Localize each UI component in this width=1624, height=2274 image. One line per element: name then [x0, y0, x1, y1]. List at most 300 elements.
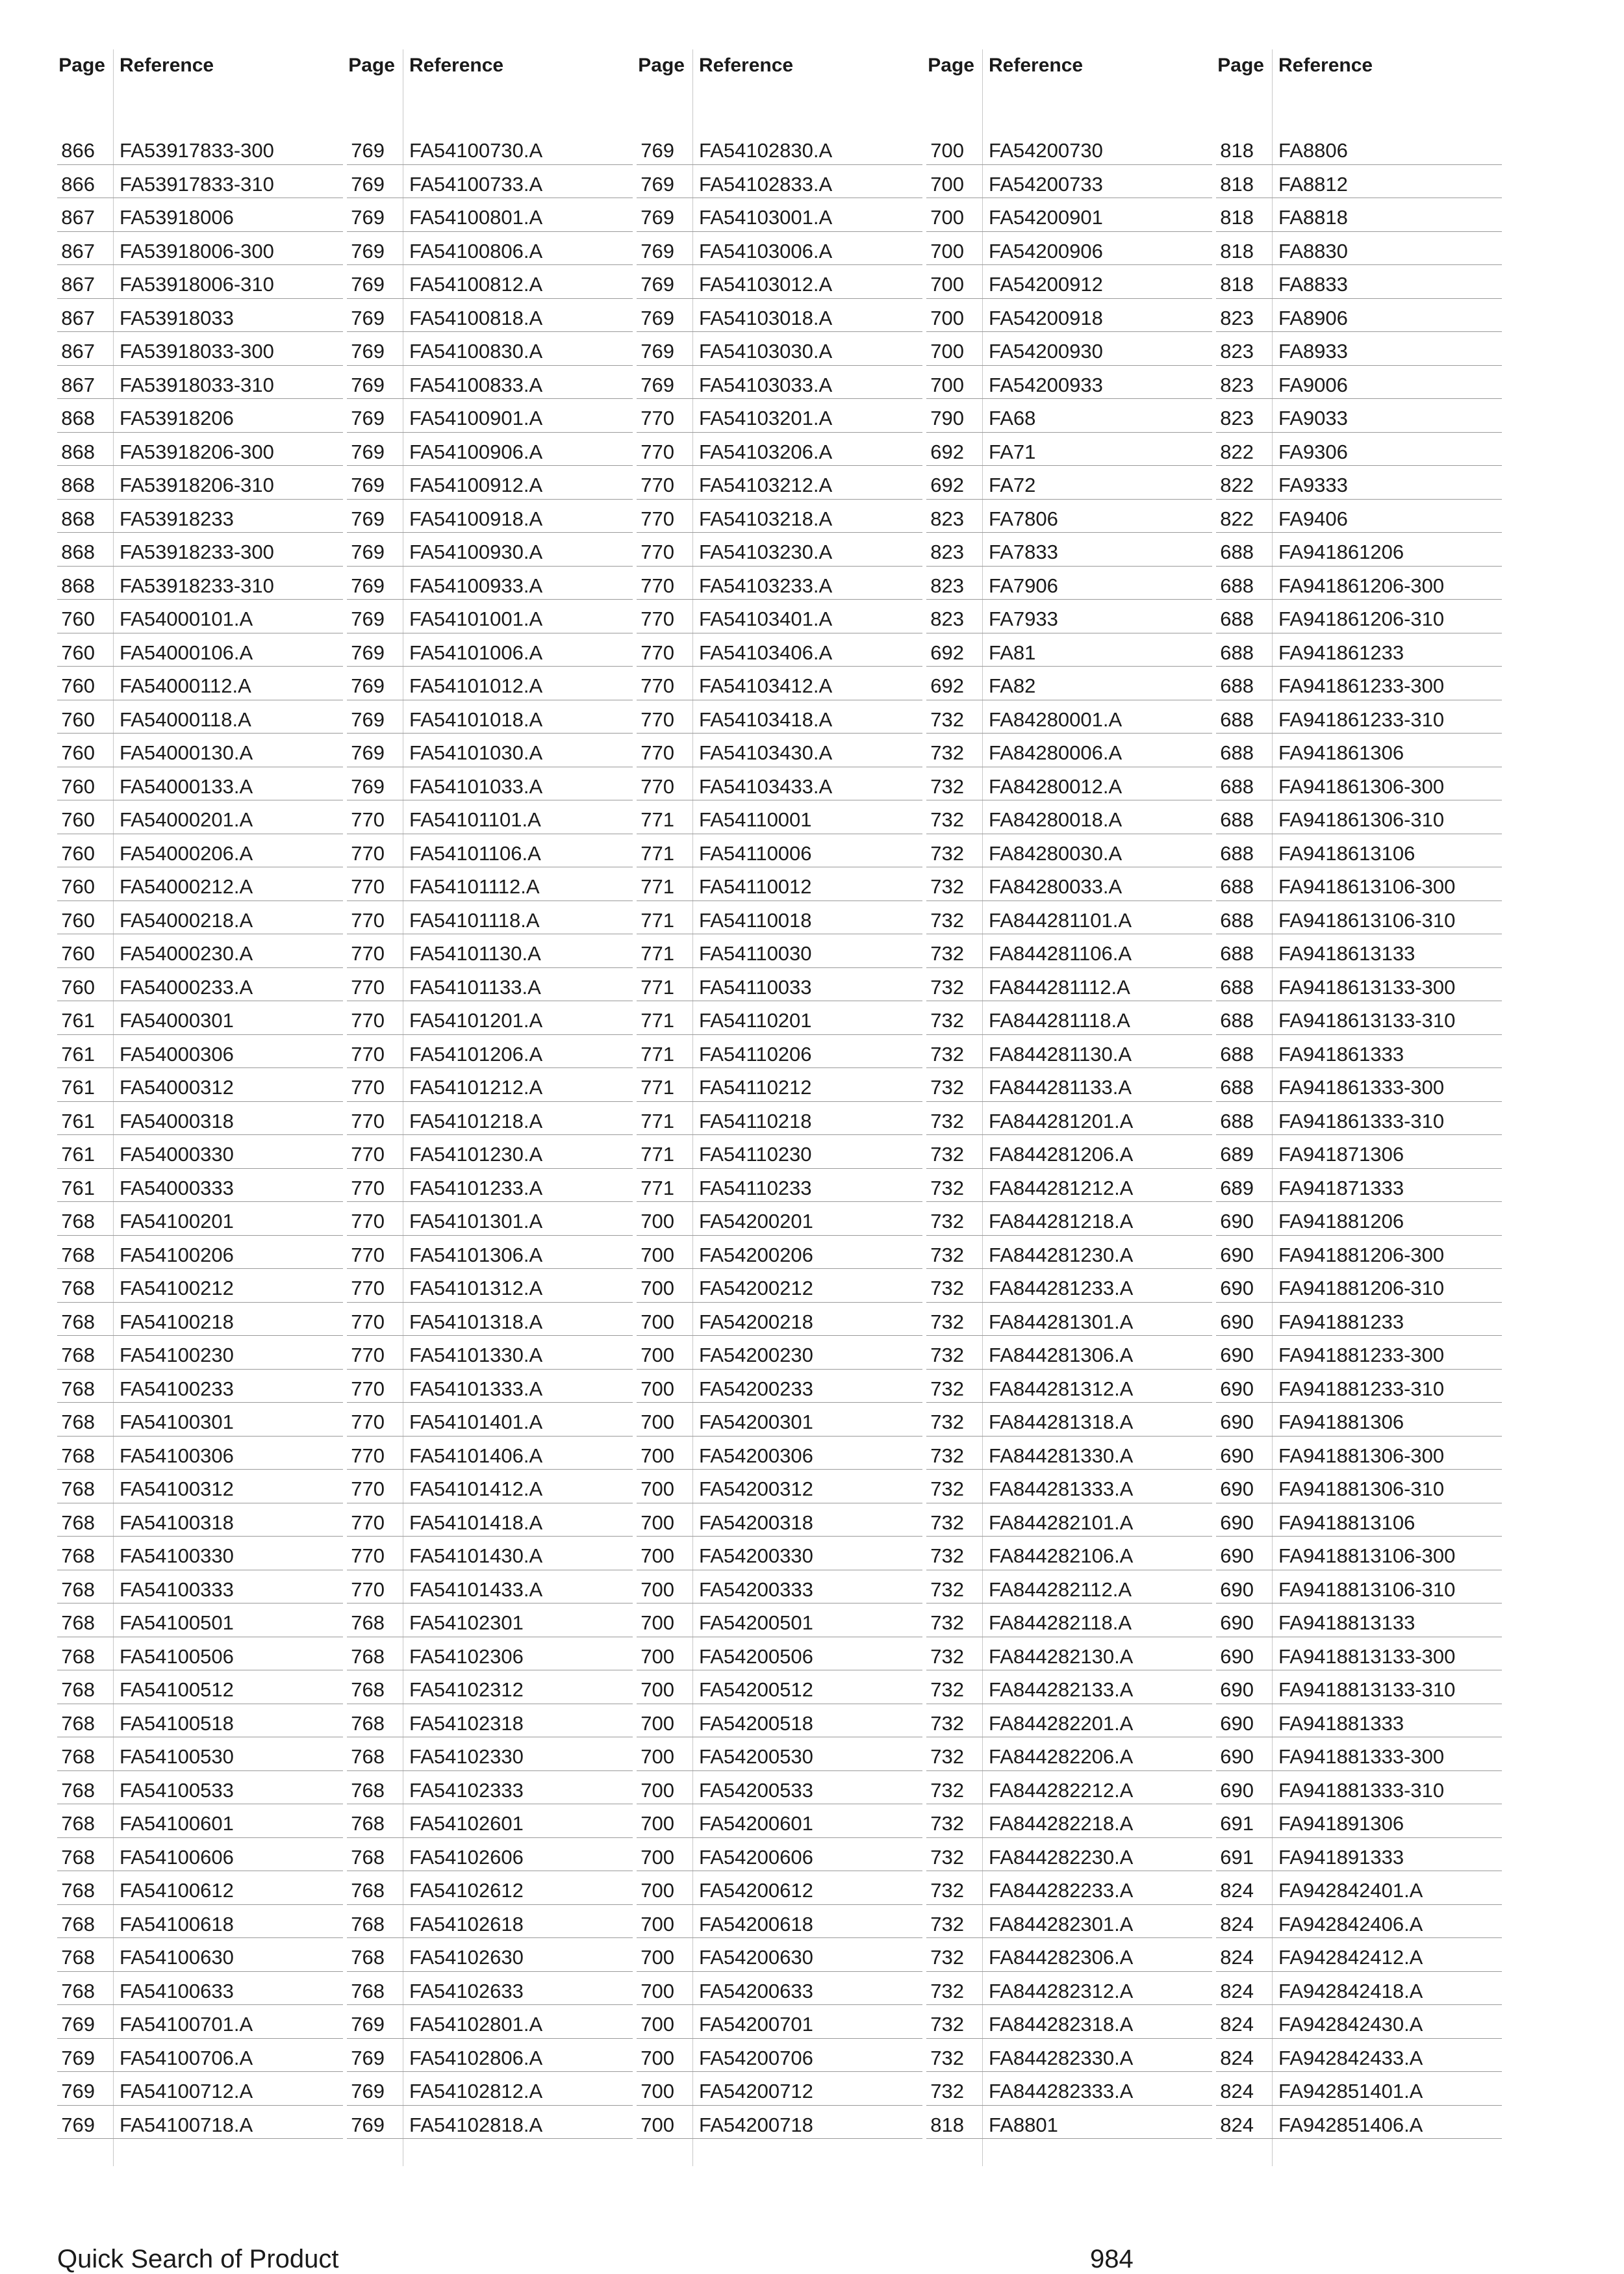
index-row [926, 533, 1212, 567]
reference-cell: FA54100701.A [120, 2013, 253, 2036]
reference-cell: FA844282212.A [989, 1778, 1134, 1802]
page-number-cell: 769 [641, 306, 674, 329]
index-row [637, 1236, 922, 1270]
page-number-cell: 768 [61, 1644, 95, 1668]
index-row [57, 1838, 343, 1872]
index-row [347, 1236, 633, 1270]
page-number-cell: 732 [930, 708, 964, 731]
page-number-cell: 700 [641, 1611, 674, 1634]
page-number-cell: 868 [61, 474, 95, 496]
index-row [57, 366, 343, 400]
index-row [1216, 1370, 1502, 1403]
page-number-cell: 690 [1220, 1644, 1254, 1668]
page-number-cell: 770 [641, 507, 674, 530]
reference-cell: FA53918033-300 [120, 340, 274, 363]
index-row [57, 1169, 343, 1203]
index-row [57, 1905, 343, 1939]
index-column [926, 49, 1212, 2167]
reference-cell: FA54200606 [699, 1845, 813, 1869]
index-row [637, 1035, 922, 1069]
reference-cell: FA941881206-310 [1278, 1277, 1445, 1299]
index-rows [57, 131, 343, 2139]
page-number-cell: 824 [1220, 1946, 1254, 1969]
reference-cell: FA941881206-300 [1278, 1243, 1445, 1266]
page-number-cell: 771 [641, 908, 674, 932]
index-row [637, 2005, 922, 2039]
reference-cell: FA54100901.A [409, 407, 543, 429]
reference-cell: FA84280012.A [989, 774, 1123, 798]
page-number-cell: 700 [641, 1812, 674, 1835]
index-row [347, 2005, 633, 2039]
index-row [347, 1804, 633, 1838]
reference-cell: FA54000218.A [120, 908, 253, 932]
index-row [637, 1269, 922, 1303]
page-number-cell: 769 [351, 774, 385, 798]
page-number-cell: 768 [61, 1243, 95, 1266]
page-number-cell: 700 [641, 1946, 674, 1969]
index-row [926, 165, 1212, 199]
index-row [57, 1470, 343, 1503]
reference-cell: FA68 [989, 407, 1036, 429]
page-number-cell: 700 [641, 1511, 674, 1534]
index-row [347, 2072, 633, 2106]
reference-cell: FA54200618 [699, 1912, 813, 1935]
reference-cell: FA54100933.A [409, 574, 543, 597]
index-row [926, 265, 1212, 299]
page-number-cell: 768 [61, 1277, 95, 1299]
reference-cell: FA54200318 [699, 1511, 813, 1534]
page-number-cell: 768 [61, 1611, 95, 1634]
reference-cell: FA844282330.A [989, 2046, 1134, 2069]
reference-cell: FA942851406.A [1278, 2113, 1423, 2136]
index-row [1216, 1202, 1502, 1236]
reference-cell: FA54000318 [120, 1109, 234, 1132]
page-number-cell: 691 [1220, 1845, 1254, 1869]
page-number-cell: 732 [930, 1377, 964, 1400]
page-number-cell: 768 [351, 1879, 385, 1902]
page-number-cell: 760 [61, 908, 95, 932]
reference-cell: FA54101230.A [409, 1143, 543, 1166]
index-row [637, 2072, 922, 2106]
reference-cell: FA54100601 [120, 1812, 234, 1835]
index-row [1216, 2005, 1502, 2039]
page-number-cell: 768 [61, 1879, 95, 1902]
reference-cell: FA9418613133-310 [1278, 1009, 1456, 1032]
page-number-cell: 770 [351, 841, 385, 865]
index-row [637, 901, 922, 935]
index-row [57, 767, 343, 801]
page-number-cell: 769 [351, 2046, 385, 2069]
page-number-cell: 732 [930, 1812, 964, 1835]
index-row [926, 1470, 1212, 1503]
page-number-cell: 771 [641, 1076, 674, 1099]
page-number-cell: 761 [61, 1009, 95, 1032]
index-row [347, 1938, 633, 1972]
index-row [1216, 265, 1502, 299]
page-number-cell: 768 [61, 1477, 95, 1500]
reference-cell: FA54000130.A [120, 741, 253, 764]
page-number-cell: 866 [61, 172, 95, 196]
index-row [926, 1336, 1212, 1370]
reference-cell: FA54102333 [409, 1778, 524, 1802]
index-row [637, 800, 922, 834]
reference-cell: FA941861333-310 [1278, 1109, 1445, 1132]
index-row [926, 1437, 1212, 1470]
page-number-cell: 690 [1220, 1745, 1254, 1768]
reference-cell: FA54200206 [699, 1243, 813, 1266]
page-number-cell: 689 [1220, 1143, 1254, 1166]
page-number-cell: 770 [351, 1310, 385, 1333]
index-row [926, 1704, 1212, 1738]
page-number-cell: 769 [351, 139, 385, 162]
page-number-cell: 770 [351, 1109, 385, 1132]
page-number-cell: 823 [1220, 373, 1254, 396]
index-row [637, 600, 922, 633]
page-number-cell: 732 [930, 2046, 964, 2069]
index-row [347, 734, 633, 767]
reference-cell: FA54200530 [699, 1745, 813, 1768]
reference-header-label: Reference [1278, 55, 1373, 76]
reference-cell: FA54103418.A [699, 708, 833, 731]
reference-cell: FA84280033.A [989, 875, 1123, 898]
reference-cell: FA54200906 [989, 239, 1103, 262]
page-number-cell: 732 [930, 741, 964, 764]
reference-cell: FA54101033.A [409, 774, 543, 798]
reference-cell: FA844282206.A [989, 1745, 1134, 1768]
reference-cell: FA54100818.A [409, 306, 543, 329]
page-number-cell: 868 [61, 541, 95, 563]
page-number-cell: 688 [1220, 975, 1254, 999]
reference-cell: FA7933 [989, 607, 1058, 630]
index-row [637, 2039, 922, 2073]
page-number-cell: 867 [61, 239, 95, 262]
reference-cell: FA54200330 [699, 1544, 813, 1567]
page-number-cell: 768 [61, 1344, 95, 1366]
index-row [1216, 232, 1502, 266]
reference-cell: FA54102806.A [409, 2046, 543, 2069]
reference-header-label: Reference [120, 55, 214, 76]
reference-cell: FA54110230 [699, 1143, 812, 1166]
reference-cell: FA54200712 [699, 2080, 813, 2102]
index-row [926, 1570, 1212, 1604]
reference-header-label: Reference [409, 55, 504, 76]
reference-cell: FA54200230 [699, 1344, 813, 1366]
page-number-cell: 691 [1220, 1812, 1254, 1835]
index-row [57, 232, 343, 266]
page-number-cell: 688 [1220, 875, 1254, 898]
page-number-cell: 824 [1220, 2013, 1254, 2036]
reference-cell: FA844281230.A [989, 1243, 1134, 1266]
reference-cell: FA941881306 [1278, 1411, 1404, 1433]
reference-cell: FA54110206 [699, 1042, 812, 1066]
page-number-cell: 822 [1220, 474, 1254, 496]
page-number-cell: 769 [641, 139, 674, 162]
index-row [1216, 466, 1502, 500]
reference-cell: FA54101112.A [409, 875, 540, 898]
reference-cell: FA54200933 [989, 373, 1103, 396]
page-number-cell: 770 [641, 407, 674, 429]
reference-cell: FA54102812.A [409, 2080, 543, 2102]
page-number-cell: 689 [1220, 1176, 1254, 1199]
index-row [57, 2039, 343, 2073]
reference-cell: FA54101330.A [409, 1344, 543, 1366]
page-number-cell: 732 [930, 1109, 964, 1132]
reference-cell: FA844281233.A [989, 1277, 1134, 1299]
index-row [926, 1670, 1212, 1704]
page-number-cell: 768 [61, 1912, 95, 1935]
index-row [347, 131, 633, 165]
page-number-cell: 690 [1220, 1277, 1254, 1299]
index-row [1216, 667, 1502, 700]
index-row [347, 399, 633, 433]
reference-cell: FA942842433.A [1278, 2046, 1423, 2069]
index-row [926, 1370, 1212, 1403]
index-row [57, 1370, 343, 1403]
page-number-cell: 690 [1220, 1778, 1254, 1802]
reference-cell: FA844282130.A [989, 1644, 1134, 1668]
reference-cell: FA54000330 [120, 1143, 234, 1166]
page-number-cell: 771 [641, 875, 674, 898]
page-number-cell: 761 [61, 1143, 95, 1166]
page-number-cell: 700 [641, 1277, 674, 1299]
index-row [926, 1838, 1212, 1872]
index-row [637, 1135, 922, 1169]
index-row [637, 1737, 922, 1771]
page-number-cell: 770 [351, 1411, 385, 1433]
index-row [57, 332, 343, 366]
index-row [57, 834, 343, 868]
page-number-cell: 770 [641, 574, 674, 597]
reference-cell: FA8818 [1278, 206, 1348, 229]
reference-cell: FA54102830.A [699, 139, 833, 162]
page-number-cell: 732 [930, 1477, 964, 1500]
index-row [57, 399, 343, 433]
reference-cell: FA54101333.A [409, 1377, 543, 1400]
reference-cell: FA54100618 [120, 1912, 234, 1935]
index-row [57, 1704, 343, 1738]
reference-cell: FA54200733 [989, 172, 1103, 196]
page-number-cell: 768 [351, 1946, 385, 1969]
reference-cell: FA9418813133 [1278, 1611, 1415, 1634]
page-header-label: Page [1217, 55, 1264, 76]
index-row [57, 1135, 343, 1169]
index-row [637, 1603, 922, 1637]
reference-cell: FA54000112.A [120, 674, 251, 697]
index-row [57, 968, 343, 1002]
page-number-cell: 688 [1220, 1042, 1254, 1066]
page-number-cell: 732 [930, 1711, 964, 1735]
index-row [637, 198, 922, 232]
index-row [926, 1001, 1212, 1035]
index-row [57, 131, 343, 165]
index-row [1216, 1637, 1502, 1671]
index-row [926, 633, 1212, 667]
reference-cell: FA844281101.A [989, 908, 1132, 932]
page-number-cell: 769 [61, 2046, 95, 2069]
reference-cell: FA54103201.A [699, 407, 833, 429]
index-row [926, 2005, 1212, 2039]
index-row [926, 1537, 1212, 1570]
page-number-cell: 822 [1220, 507, 1254, 530]
page-header-label: Page [58, 55, 105, 76]
reference-cell: FA84280001.A [989, 708, 1123, 731]
reference-cell: FA54101106.A [409, 841, 541, 865]
index-row [57, 533, 343, 567]
reference-cell: FA53918006 [120, 206, 234, 229]
reference-cell: FA54101318.A [409, 1310, 543, 1333]
reference-cell: FA942842412.A [1278, 1946, 1423, 1969]
index-row [57, 1603, 343, 1637]
reference-cell: FA54110201 [699, 1009, 812, 1032]
index-row [1216, 867, 1502, 901]
page-number-cell: 732 [930, 1644, 964, 1668]
index-row [1216, 1603, 1502, 1637]
reference-cell: FA54110001 [699, 808, 812, 831]
reference-cell: FA53918033-310 [120, 373, 274, 396]
page-number-cell: 771 [641, 975, 674, 999]
index-row [1216, 2072, 1502, 2106]
reference-cell: FA54100612 [120, 1879, 234, 1902]
index-row [347, 299, 633, 333]
reference-cell: FA942851401.A [1278, 2080, 1423, 2102]
index-row [637, 1938, 922, 1972]
index-row [926, 1169, 1212, 1203]
page-number-cell: 768 [61, 1745, 95, 1768]
page-number-cell: 770 [351, 1243, 385, 1266]
page-number-cell: 768 [351, 1711, 385, 1735]
page-number-cell: 770 [351, 875, 385, 898]
reference-cell: FA54100301 [120, 1411, 234, 1433]
index-row [347, 867, 633, 901]
page-number-cell: 700 [641, 2113, 674, 2136]
reference-cell: FA53918233-310 [120, 574, 274, 597]
reference-cell: FA54100530 [120, 1745, 234, 1768]
page-number-cell: 868 [61, 407, 95, 429]
index-row [637, 1670, 922, 1704]
index-row [637, 1838, 922, 1872]
reference-cell: FA54102601 [409, 1812, 524, 1835]
reference-cell: FA844281330.A [989, 1444, 1134, 1467]
reference-cell: FA53918006-310 [120, 273, 274, 296]
index-row [926, 299, 1212, 333]
page-number-cell: 770 [641, 741, 674, 764]
page-number-cell: 768 [61, 1377, 95, 1400]
index-row [637, 433, 922, 466]
reference-cell: FA941881333 [1278, 1711, 1404, 1735]
page-number-cell: 770 [351, 908, 385, 932]
page-number-cell: 761 [61, 1176, 95, 1199]
index-row [347, 767, 633, 801]
reference-cell: FA54100212 [120, 1277, 234, 1299]
page-number-cell: 769 [351, 306, 385, 329]
index-row [347, 1102, 633, 1136]
index-row [347, 901, 633, 935]
reference-cell: FA54103001.A [699, 206, 833, 229]
index-row [1216, 1972, 1502, 2006]
index-row [1216, 1704, 1502, 1738]
page-number-cell: 771 [641, 1109, 674, 1132]
reference-cell: FA54000118.A [120, 708, 251, 731]
page-number-cell: 760 [61, 674, 95, 697]
index-row [57, 1336, 343, 1370]
index-row [926, 901, 1212, 935]
index-row [57, 1403, 343, 1437]
index-row [1216, 1737, 1502, 1771]
index-row [57, 1771, 343, 1805]
page-number-cell: 732 [930, 875, 964, 898]
reference-cell: FA941861333 [1278, 1042, 1404, 1066]
index-row [926, 131, 1212, 165]
reference-cell: FA54000233.A [120, 975, 253, 999]
page-number-cell: 732 [930, 808, 964, 831]
reference-cell: FA54000201.A [120, 808, 253, 831]
reference-cell: FA54103218.A [699, 507, 833, 530]
page-number-cell: 769 [351, 541, 385, 563]
index-row [637, 700, 922, 734]
page-number-cell: 771 [641, 808, 674, 831]
reference-cell: FA54100606 [120, 1845, 234, 1869]
index-row [57, 934, 343, 968]
page-number-cell: 732 [930, 1277, 964, 1299]
reference-cell: FA844282106.A [989, 1544, 1134, 1567]
index-row [1216, 1503, 1502, 1537]
index-row [637, 1068, 922, 1102]
index-row [637, 1202, 922, 1236]
reference-cell: FA54100518 [120, 1711, 234, 1735]
page-number-cell: 700 [641, 1979, 674, 2002]
index-row [637, 567, 922, 600]
page-number-cell: 823 [930, 574, 964, 597]
reference-cell: FA9418613133 [1278, 942, 1415, 965]
reference-cell: FA54103212.A [699, 474, 833, 496]
page-number-cell: 770 [351, 1143, 385, 1166]
reference-cell: FA941881333-300 [1278, 1745, 1445, 1768]
index-row [347, 834, 633, 868]
page-number-cell: 770 [351, 975, 385, 999]
page-number-cell: 688 [1220, 574, 1254, 597]
page-number-cell: 822 [1220, 440, 1254, 463]
page-number-cell: 732 [930, 2013, 964, 2036]
index-row [637, 767, 922, 801]
page-number-cell: 700 [641, 1644, 674, 1668]
reference-cell: FA844281312.A [989, 1377, 1134, 1400]
page-number-cell: 688 [1220, 607, 1254, 630]
index-row [637, 1437, 922, 1470]
page-number-cell: 768 [61, 1444, 95, 1467]
reference-cell: FA54101001.A [409, 607, 543, 630]
page-number-cell: 732 [930, 1243, 964, 1266]
page-number-cell: 732 [930, 1678, 964, 1701]
index-row [637, 1871, 922, 1905]
index-row [1216, 633, 1502, 667]
page-number-cell: 867 [61, 340, 95, 363]
reference-cell: FA54200201 [699, 1210, 813, 1233]
reference-cell: FA54200730 [989, 139, 1103, 162]
index-row [637, 1570, 922, 1604]
index-row [926, 1236, 1212, 1270]
reference-cell: FA54200501 [699, 1611, 813, 1634]
reference-cell: FA54101030.A [409, 741, 543, 764]
page-number-cell: 760 [61, 942, 95, 965]
reference-cell: FA54103033.A [699, 373, 833, 396]
reference-cell: FA54000306 [120, 1042, 234, 1066]
reference-cell: FA941881233 [1278, 1310, 1404, 1333]
index-row [57, 1737, 343, 1771]
reference-cell: FA941861233-300 [1278, 674, 1445, 697]
page-number-cell: 769 [351, 407, 385, 429]
reference-cell: FA844281118.A [989, 1009, 1130, 1032]
index-row [1216, 600, 1502, 633]
